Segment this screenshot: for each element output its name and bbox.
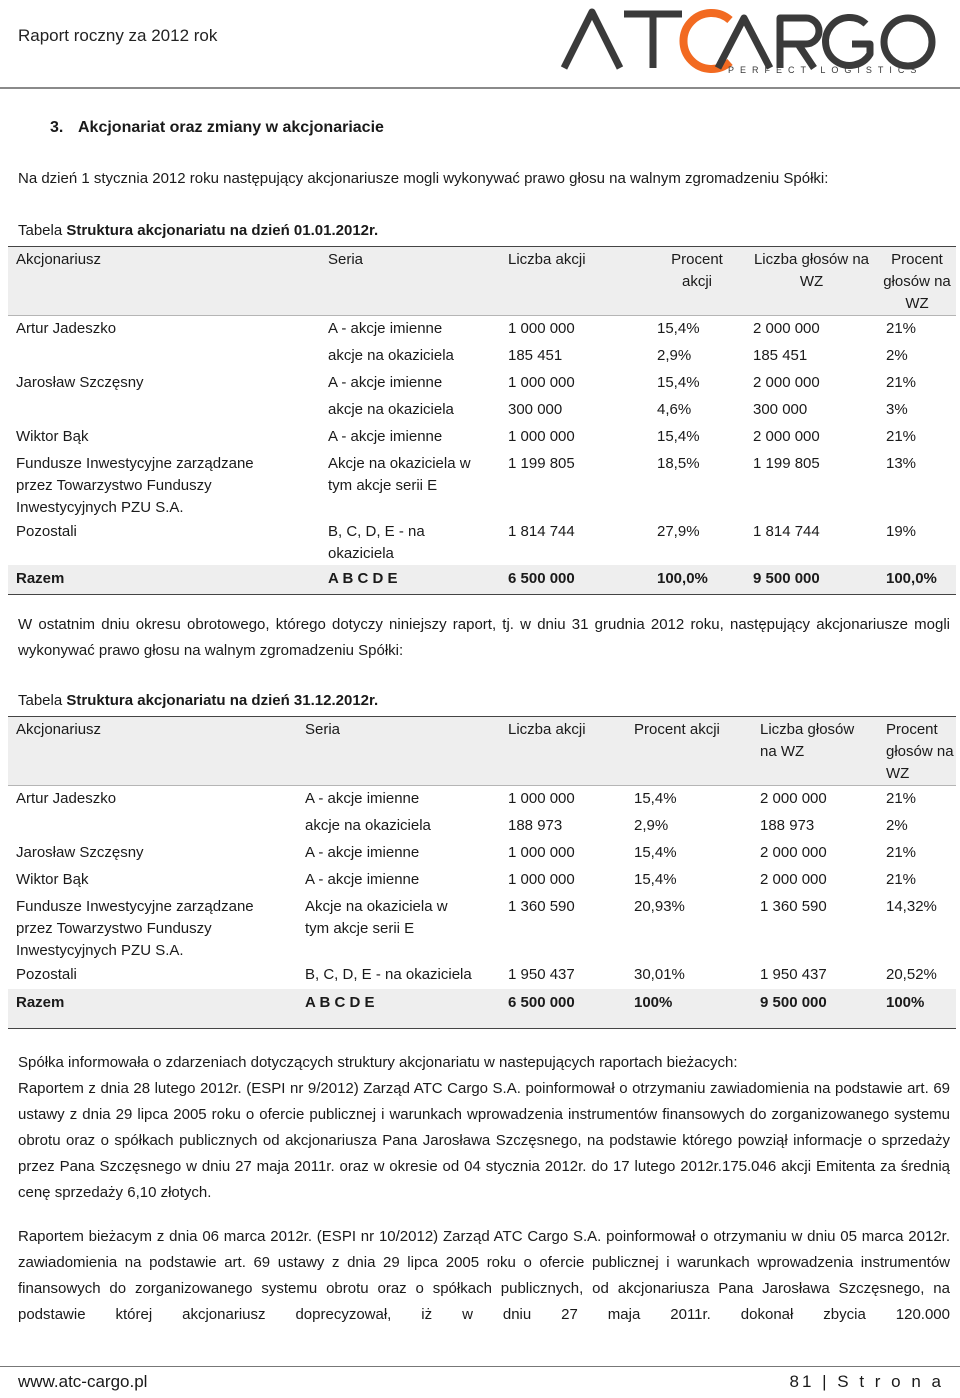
- cell-vote-percent: 2%: [886, 346, 908, 364]
- cell-share-count: 1 950 437: [508, 965, 575, 983]
- total-label: Razem: [8, 989, 297, 1029]
- intro-paragraph-2: W ostatnim dniu okresu obrotowego, którego dotyczy niniejszy raport, tj. w dniu 31 grudnia 2012 roku, następujący akcjonariusze mogli wykonywać prawo głosu na walnym zgromadzeniu Spółki:: [18, 616, 950, 659]
- cell-share-count: 188 973: [508, 816, 563, 834]
- cell-share-count: 1 000 000: [500, 786, 626, 813]
- cell-shareholder: Wiktor Bąk: [16, 870, 89, 888]
- table-row: [8, 343, 956, 370]
- table2-caption-title: Struktura akcjonariatu na dzień 31.12.2012r.: [66, 692, 379, 709]
- cell-vote-count: 300 000: [753, 400, 808, 418]
- cell-vote-count: 2 000 000: [745, 316, 878, 343]
- cell-series: A - akcje imienne: [328, 427, 443, 445]
- cell-vote-count: 185 451: [753, 346, 808, 364]
- cell-share-count: 1 814 744: [508, 522, 575, 540]
- footer-page-number: 81 | S t r o n a: [789, 1372, 944, 1391]
- cell-vote-count: 2 000 000: [752, 786, 878, 813]
- cell-vote-count: 2 000 000: [760, 870, 827, 888]
- cell-series: A - akcje imienne: [328, 373, 443, 391]
- cell-shareholder: Fundusze Inwestycyjne zarządzane przez Towarzystwo Funduszy Inwestycyjnych PZU S.A.: [16, 454, 254, 516]
- logo-tagline: PERFECT LOGISTICS: [728, 65, 923, 74]
- table-row: [8, 867, 956, 894]
- header-share-count: Liczba akcji: [500, 717, 626, 786]
- table-row: [8, 370, 956, 397]
- cell-shareholder: Artur Jadeszko: [8, 786, 297, 813]
- cell-shareholder: Artur Jadeszko: [8, 316, 320, 343]
- cell-shareholder: Pozostali: [16, 965, 77, 983]
- report-paragraph-2: Raportem bieżacym z dnia 06 marca 2012r. (ESPI nr 10/2012) Zarząd ATC Cargo S.A. poinformował o otrzymaniu w dniu 05 marca 2012r. zawiadomienia na podstawie art. 69 ustawy z dnia 29 lipca 2005 roku o ofercie publicznej i warunkach wprowadzenia instrumentów finansowych do zorganizowanego systemu obrotu oraz o spółkach publicznych, od akcjonariusza Pana Jarosława Szczęsnego, na podstawie której akcjonariusz doprecyzował, iż w dniu 27 maja 2011r. dokonał zbycia 120.000: [18, 1228, 950, 1323]
- document-header-title: Raport roczny za 2012 rok: [18, 26, 218, 45]
- header-shareholder: Akcjonariusz: [8, 717, 297, 786]
- cell-shareholder: [8, 813, 297, 840]
- table-row: [8, 424, 956, 451]
- table1-caption-prefix: Tabela: [18, 222, 67, 239]
- cell-share-percent: 4,6%: [657, 400, 692, 418]
- cell-vote-percent: 21%: [886, 843, 917, 861]
- section-title-text: Akcjonariat oraz zmiany w akcjonariacie: [78, 119, 384, 136]
- table-row: [8, 397, 956, 424]
- header-share-percent: Procent akcji: [649, 247, 745, 316]
- section-title: [50, 119, 384, 137]
- total-vote-count: 9 500 000: [752, 989, 878, 1029]
- cell-shareholder: Pozostali: [16, 522, 77, 540]
- footer-divider: [0, 1366, 960, 1367]
- table2-caption: [18, 688, 950, 714]
- total-label: Razem: [8, 565, 320, 595]
- cell-vote-count: 2 000 000: [753, 373, 820, 391]
- cell-share-percent: 2,9%: [657, 346, 692, 364]
- cell-share-percent: 18,5%: [657, 454, 700, 472]
- cell-share-percent: 15,4%: [657, 373, 700, 391]
- header-vote-percent: Procent głosów na WZ: [878, 717, 956, 786]
- cell-series: Akcje na okaziciela w tym akcje serii E: [305, 897, 448, 937]
- cell-series: A - akcje imienne: [297, 786, 500, 813]
- total-share-percent: 100%: [626, 989, 752, 1029]
- cell-vote-percent: 3%: [886, 400, 908, 418]
- total-series: A B C D E: [320, 565, 500, 595]
- cell-shareholder: Jarosław Szczęsny: [16, 843, 144, 861]
- cell-vote-count: 2 000 000: [760, 843, 827, 861]
- table-row: [8, 316, 956, 343]
- cell-shareholder: [8, 397, 320, 424]
- cell-share-percent: 30,01%: [634, 965, 685, 983]
- cell-vote-percent: 21%: [886, 870, 917, 888]
- intro-paragraph-1: Na dzień 1 stycznia 2012 roku następujący akcjonariusze mogli wykonywać prawo głosu na walnym zgromadzeniu Spółki:: [18, 170, 829, 187]
- total-vote-percent: 100,0%: [878, 565, 956, 595]
- cell-shareholder: Wiktor Bąk: [16, 427, 89, 445]
- cell-share-percent: 15,4%: [634, 870, 677, 888]
- cell-vote-percent: 2%: [886, 816, 908, 834]
- cell-share-count: 1 199 805: [508, 454, 575, 472]
- cell-share-percent: 2,9%: [634, 816, 669, 834]
- cell-series: akcje na okaziciela: [328, 346, 454, 364]
- table-row: [8, 962, 956, 989]
- table1-caption-title: Struktura akcjonariatu na dzień 01.01.2012r.: [66, 222, 379, 239]
- cell-share-count: 1 000 000: [508, 843, 575, 861]
- cell-vote-count: 1 814 744: [753, 522, 820, 540]
- header-divider: [0, 87, 960, 89]
- cell-series: B, C, D, E - na okaziciela: [328, 522, 425, 562]
- table1-caption: [18, 218, 950, 244]
- table-total-row: [8, 565, 956, 595]
- header-vote-count: Liczba głosów na WZ: [745, 247, 878, 316]
- atc-cargo-logo: [558, 4, 940, 74]
- table-row: [8, 786, 956, 813]
- cell-vote-percent: 20,52%: [886, 965, 937, 983]
- table-row: [8, 451, 956, 519]
- table-total-row: [8, 989, 956, 1029]
- cell-series: B, C, D, E - na okaziciela: [305, 965, 472, 983]
- cell-share-count: 1 000 000: [508, 373, 575, 391]
- cell-series: A - akcje imienne: [305, 870, 420, 888]
- total-series: A B C D E: [297, 989, 500, 1029]
- cell-vote-percent: 21%: [878, 316, 956, 343]
- cell-share-percent: 15,4%: [649, 316, 745, 343]
- cell-share-percent: 15,4%: [634, 843, 677, 861]
- cell-vote-count: 1 950 437: [760, 965, 827, 983]
- cell-shareholder: [8, 343, 320, 370]
- section-number: 3.: [50, 119, 64, 136]
- cell-share-percent: 15,4%: [626, 786, 752, 813]
- cell-vote-percent: 19%: [886, 522, 917, 540]
- footer-website: www.atc-cargo.pl: [18, 1372, 148, 1391]
- header-share-count: Liczba akcji: [500, 247, 649, 316]
- cell-share-count: 300 000: [508, 400, 563, 418]
- cell-vote-percent: 21%: [878, 786, 956, 813]
- cell-share-count: 1 000 000: [508, 427, 575, 445]
- cell-share-count: 1 360 590: [508, 897, 575, 915]
- cell-series: akcje na okaziciela: [328, 400, 454, 418]
- cell-series: akcje na okaziciela: [305, 816, 431, 834]
- cell-shareholder: Fundusze Inwestycyjne zarządzane przez Towarzystwo Funduszy Inwestycyjnych PZU S.A.: [16, 897, 254, 959]
- cell-series: A - akcje imienne: [305, 843, 420, 861]
- cell-vote-percent: 13%: [886, 454, 917, 472]
- cell-series: A - akcje imienne: [320, 316, 500, 343]
- cell-share-percent: 20,93%: [634, 897, 685, 915]
- cell-vote-count: 1 199 805: [753, 454, 820, 472]
- header-series: Seria: [297, 717, 500, 786]
- table-row: [8, 840, 956, 867]
- header-shareholder: Akcjonariusz: [8, 247, 320, 316]
- cell-series: Akcje na okaziciela w tym akcje serii E: [328, 454, 471, 494]
- cell-share-count: 1 000 000: [500, 316, 649, 343]
- table-header-row: [8, 717, 956, 786]
- total-vote-percent: 100%: [878, 989, 956, 1029]
- total-share-count: 6 500 000: [500, 565, 649, 595]
- cell-vote-percent: 21%: [886, 427, 917, 445]
- cell-vote-percent: 21%: [886, 373, 917, 391]
- events-intro: Spółka informowała o zdarzeniach dotyczących struktury akcjonariatu w nastepujących raportach bieżacych:: [18, 1054, 738, 1071]
- table2-caption-prefix: Tabela: [18, 692, 67, 709]
- shareholders-table-2012-12-31: [8, 716, 956, 1029]
- header-vote-count: Liczba głosów na WZ: [752, 717, 878, 786]
- table-row: [8, 519, 956, 565]
- total-vote-count: 9 500 000: [745, 565, 878, 595]
- cell-vote-count: 2 000 000: [753, 427, 820, 445]
- header-series: Seria: [320, 247, 500, 316]
- cell-vote-count: 188 973: [760, 816, 815, 834]
- cell-share-count: 1 000 000: [508, 870, 575, 888]
- header-vote-percent: Procent głosów na WZ: [878, 247, 956, 316]
- report-paragraph-1: Raportem z dnia 28 lutego 2012r. (ESPI nr 9/2012) Zarząd ATC Cargo S.A. poinformował o otrzymaniu zawiadomienia na podstawie art. 69 ustawy z dnia 29 lipca 2005 roku o ofercie publicznej i warunkach wprowadzenia instrumentów finansowych do zorganizowanego systemu obrotu oraz o spółkach publicznych od akcjonariusza Pana Jarosława Szczęsnego, na podstawie którego powziął informacje o sprzedaży przez Pana Szczęsnego w dniu 27 maja 2011r. oraz w okresie od 04 stycznia 2012r. do 17 lutego 2012r.175.046 akcji Emitenta za średnią cenę sprzedaży 6,10 złotych.: [18, 1080, 950, 1201]
- cell-vote-count: 1 360 590: [760, 897, 827, 915]
- cell-share-percent: 27,9%: [657, 522, 700, 540]
- cell-share-count: 185 451: [508, 346, 563, 364]
- total-share-percent: 100,0%: [649, 565, 745, 595]
- cell-share-percent: 15,4%: [657, 427, 700, 445]
- shareholders-table-2012-01-01: [8, 246, 956, 595]
- table-header-row: [8, 247, 956, 316]
- header-share-percent: Procent akcji: [626, 717, 752, 786]
- cell-shareholder: Jarosław Szczęsny: [16, 373, 144, 391]
- table-row: [8, 894, 956, 962]
- table-row: [8, 813, 956, 840]
- cell-vote-percent: 14,32%: [886, 897, 937, 915]
- total-share-count: 6 500 000: [500, 989, 626, 1029]
